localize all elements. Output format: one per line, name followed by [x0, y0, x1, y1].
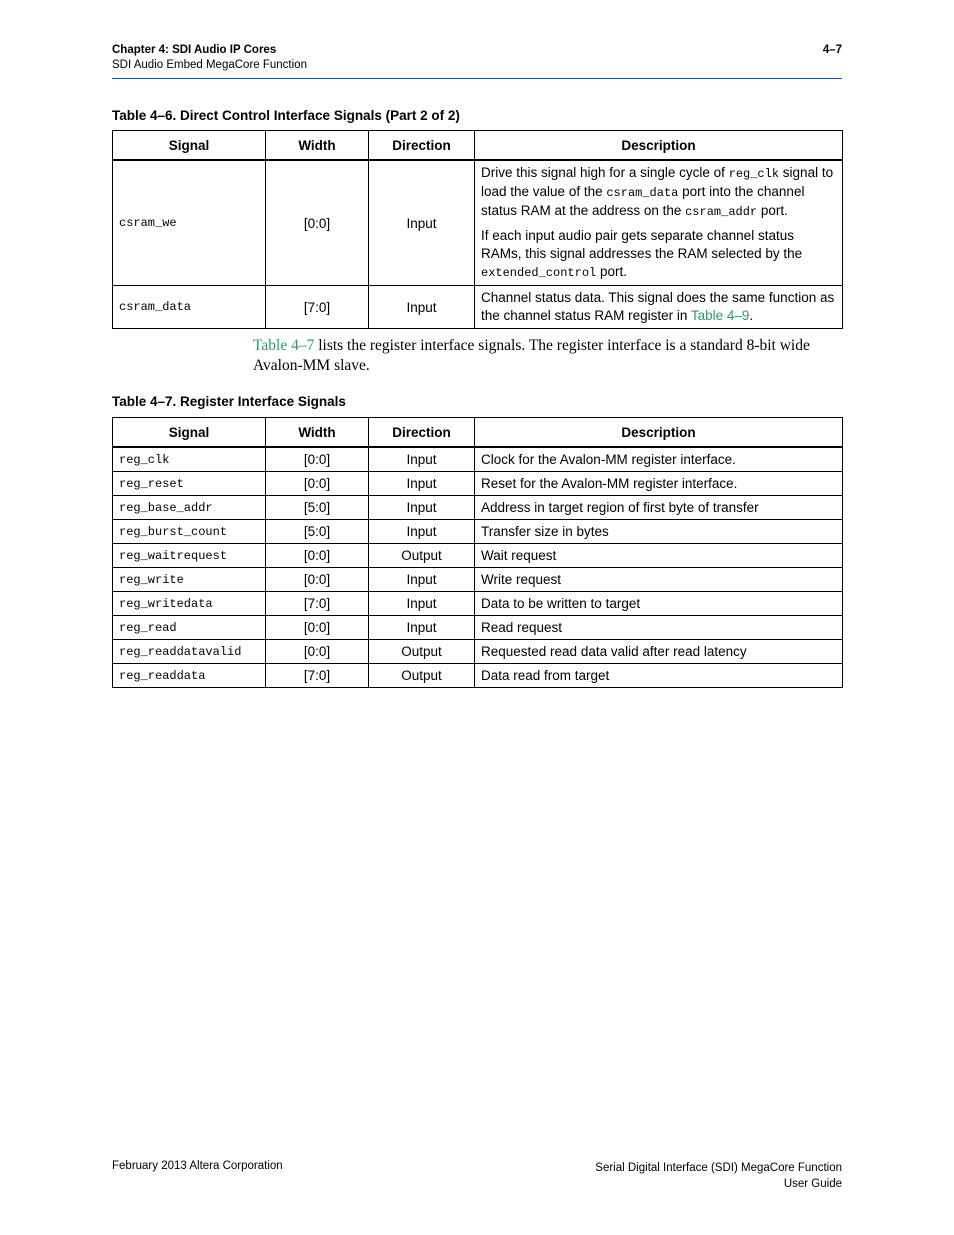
signal-direction: Input: [369, 472, 475, 496]
signal-name: csram_we: [113, 160, 266, 286]
signal-width: [5:0]: [266, 496, 369, 520]
signal-description: Wait request: [475, 544, 843, 568]
footer-document-title: [595, 1160, 842, 1192]
table-row: [113, 160, 843, 286]
direct-control-signals-table: [112, 130, 843, 329]
signal-description: Address in target region of first byte of transfer: [475, 496, 843, 520]
signal-description: Read request: [475, 616, 843, 640]
signal-direction: Input: [369, 286, 475, 329]
signal-width: [0:0]: [266, 447, 369, 472]
table-row: [113, 447, 843, 472]
table-caption-direct-control: Table 4–6. Direct Control Interface Signals (Part 2 of 2): [112, 108, 460, 123]
table-4-9-link[interactable]: Table 4–9: [690, 308, 750, 323]
chapter-title: Chapter 4: SDI Audio IP Cores: [112, 44, 277, 56]
signal-name: reg_readdatavalid: [113, 640, 266, 664]
column-header-direction: Direction: [369, 418, 475, 448]
table-row: [113, 472, 843, 496]
register-interface-signals-table: [112, 417, 843, 688]
table-row: [113, 520, 843, 544]
signal-direction: Input: [369, 520, 475, 544]
signal-direction: Output: [369, 664, 475, 688]
signal-width: [7:0]: [266, 592, 369, 616]
signal-name: reg_writedata: [113, 592, 266, 616]
signal-direction: Input: [369, 496, 475, 520]
signal-direction: Input: [369, 447, 475, 472]
column-header-signal: Signal: [113, 418, 266, 448]
signal-name: reg_read: [113, 616, 266, 640]
table-row: [113, 616, 843, 640]
table-header-row: [113, 131, 843, 161]
signal-width: [7:0]: [266, 664, 369, 688]
signal-direction: Input: [369, 616, 475, 640]
table-row: [113, 544, 843, 568]
signal-name: reg_burst_count: [113, 520, 266, 544]
column-header-signal: Signal: [113, 131, 266, 161]
signal-width: [0:0]: [266, 544, 369, 568]
table-4-7-link[interactable]: Table 4–7: [253, 337, 315, 354]
signal-name: reg_write: [113, 568, 266, 592]
description-paragraph: If each input audio pair gets separate channel status RAMs, this signal addresses the RAM selected by the extended_control port.: [481, 228, 803, 280]
signal-name: reg_waitrequest: [113, 544, 266, 568]
signal-description: Channel status data. This signal does the same function as the channel status RAM register in Table 4–9.: [475, 286, 843, 329]
signal-description: Transfer size in bytes: [475, 520, 843, 544]
signal-name: reg_base_addr: [113, 496, 266, 520]
table-row: [113, 568, 843, 592]
body-paragraph: Table 4–7 lists the register interface signals. The register interface is a standard 8-bit wide Avalon-MM slave.: [253, 337, 810, 374]
table-row: [113, 640, 843, 664]
column-header-description: Description: [475, 418, 843, 448]
table-caption-register-interface: Table 4–7. Register Interface Signals: [112, 394, 346, 409]
column-header-direction: Direction: [369, 131, 475, 161]
signal-direction: Input: [369, 592, 475, 616]
footer-title-line: Serial Digital Interface (SDI) MegaCore Function: [595, 1162, 842, 1174]
footer-date-company: February 2013 Altera Corporation: [112, 1160, 283, 1172]
table-row: [113, 664, 843, 688]
signal-direction: Output: [369, 544, 475, 568]
signal-description: Write request: [475, 568, 843, 592]
signal-description: Data to be written to target: [475, 592, 843, 616]
signal-name: reg_readdata: [113, 664, 266, 688]
section-subtitle: SDI Audio Embed MegaCore Function: [112, 59, 307, 71]
column-header-width: Width: [266, 131, 369, 161]
signal-width: [0:0]: [266, 616, 369, 640]
signal-description: Data read from target: [475, 664, 843, 688]
signal-description: Reset for the Avalon-MM register interface.: [475, 472, 843, 496]
signal-description: Requested read data valid after read latency: [475, 640, 843, 664]
footer-guide-line: User Guide: [783, 1178, 842, 1190]
signal-description: Clock for the Avalon-MM register interface.: [475, 447, 843, 472]
signal-width: [7:0]: [266, 286, 369, 329]
table-row: [113, 592, 843, 616]
signal-direction: Input: [369, 568, 475, 592]
signal-name: reg_clk: [113, 447, 266, 472]
signal-width: [0:0]: [266, 640, 369, 664]
description-paragraph: Drive this signal high for a single cycle of reg_clk signal to load the value of the csram_data port into the channel status RAM at the address on the csram_addr port.: [481, 165, 834, 219]
table-header-row: [113, 418, 843, 448]
signal-width: [0:0]: [266, 472, 369, 496]
signal-width: [0:0]: [266, 160, 369, 286]
page-number: 4–7: [822, 44, 842, 56]
signal-direction: Input: [369, 160, 475, 286]
signal-description: [475, 160, 843, 286]
signal-width: [0:0]: [266, 568, 369, 592]
column-header-width: Width: [266, 418, 369, 448]
column-header-description: Description: [475, 131, 843, 161]
table-row: [113, 496, 843, 520]
signal-name: reg_reset: [113, 472, 266, 496]
page-header: [112, 42, 842, 79]
table-row: [113, 286, 843, 329]
signal-name: csram_data: [113, 286, 266, 329]
signal-width: [5:0]: [266, 520, 369, 544]
signal-direction: Output: [369, 640, 475, 664]
